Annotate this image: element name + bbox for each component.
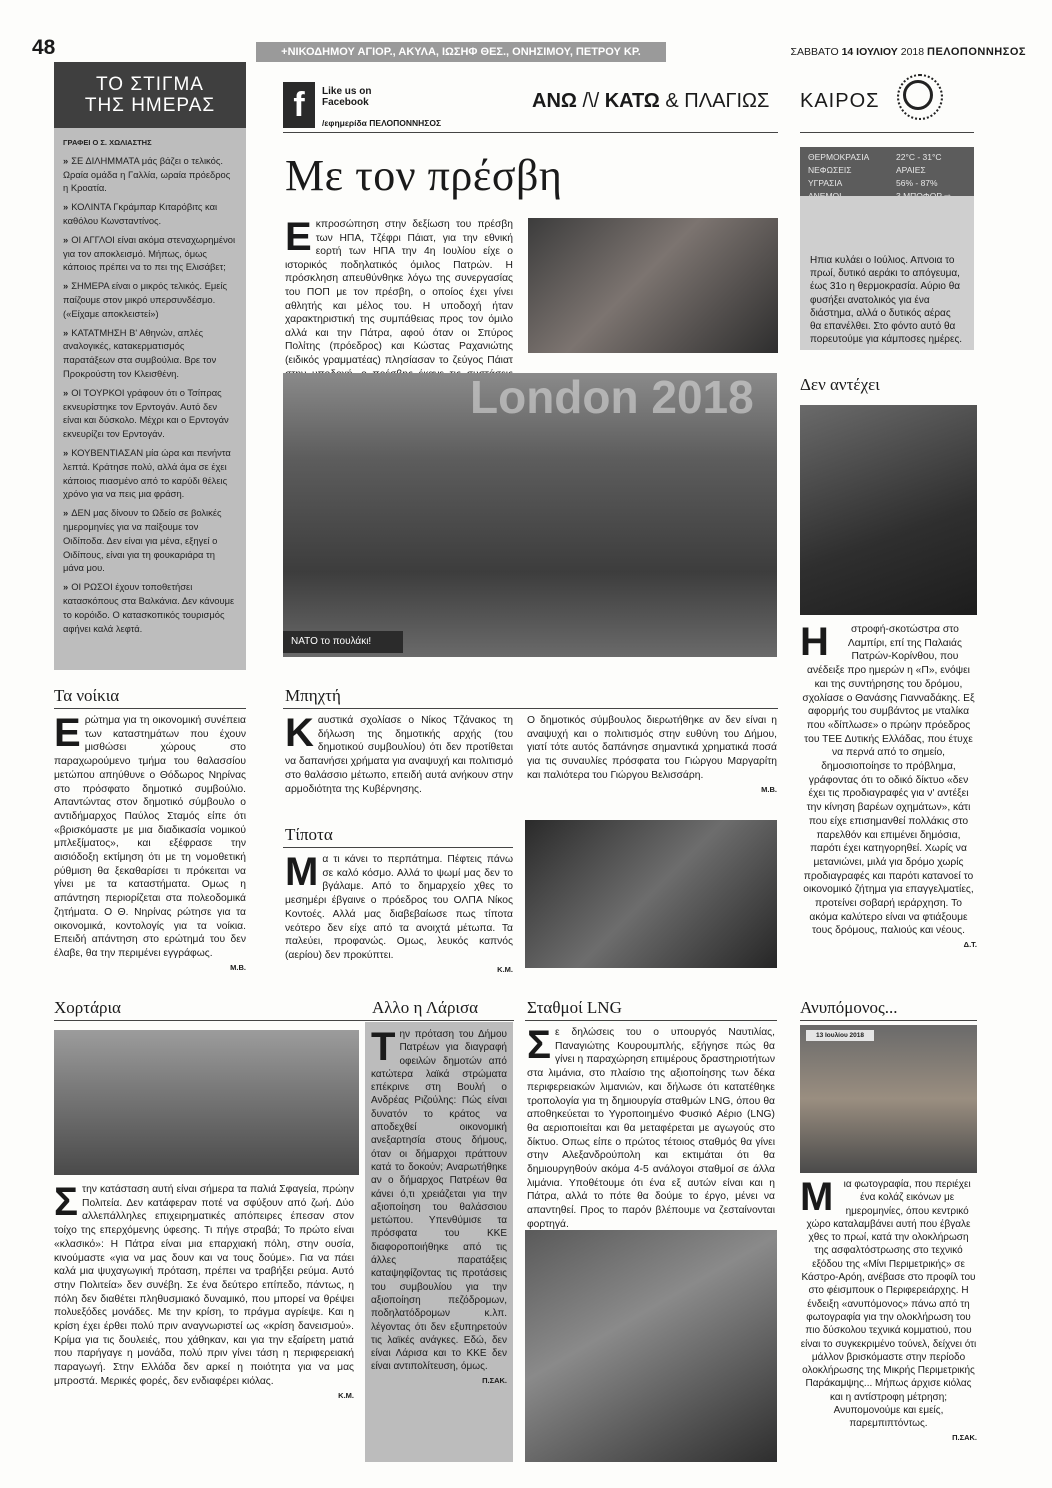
anypomonos-collage-photo <box>800 1025 977 1173</box>
bixti-title: Μπηχτή <box>285 686 341 705</box>
anypomonos-divider <box>800 1020 977 1021</box>
stigma-item <box>63 506 237 575</box>
stigma-item-text: ΚΑΤΑΤΜΗΣΗ Β' Αθηνών, απλές αναλογικές, κατακερματισμός παρατάξεων στα συμβούλια. Βρε τον Προκρούστη τον Κλεισθένη. <box>63 326 217 379</box>
stigma-author: ΓΡΑΦΕΙ Ο Σ. ΧΩΛΙΑΣΤΗΣ <box>63 138 152 147</box>
stigma-item-text: ΚΟΛΙΝΤΑ Γκράμπαρ Κιταρόβιτς και καθόλου Κωνσταντίνος. <box>63 201 218 226</box>
dateline <box>791 46 1026 58</box>
lng-divider <box>525 1020 777 1021</box>
weather-row <box>800 164 974 177</box>
noikia-text: ρώτημα για τη οικονομική συνέπεια των καταστημάτων που έχουν μισθώσει χώρους στο παραχωρούμενο τμήμα του θαλασσίου μετώπου απηύθυνε ο Θόδωρος Νηρίνας στο πρόσφατο δημοτικό συμβούλιο. Απαντώντας στον δημοτικό σύμβουλο ο αντιδήμαρχος Παύλος Σταμός είπε ότι «βρισκόμαστε με μια διαδικασία νομικού μπλεξίματος», και εξέφρασε την αισιόδοξη εκτίμηση ότι με τη νομοθετική ρύθμιση θα ξεκαθαρίσει τι πρόκειται να γίνει με τα καταστήματα. Ομως η απάντηση περιορίζεται στα πολεοδομικά ζητήματα. Ο Θ. Νηρίνας ρώτησε για τα οικονομικά, κοντολογίς για τα νοίκια. Επειδή απάντηση στο ερώτημά του δεν έλαβε, θα την περιμένει εγγράφως. <box>54 715 246 959</box>
noikia-dropcap: Ε <box>54 711 81 755</box>
stigma-item <box>63 446 237 501</box>
den-antexei-dropcap: Η <box>800 620 829 664</box>
stigma-item <box>63 200 237 228</box>
lng-article <box>527 1023 775 1245</box>
weather-value: 22°C - 31°C <box>896 152 942 162</box>
weather-divider <box>800 132 974 133</box>
lead-headline: Με τον πρέσβη <box>285 151 563 200</box>
hortaria-text: την κατάσταση αυτή είναι σήμερα τα παλιά Σφαγεία, πρώην Πολιτεία. Δεν κατάφεραν ποτέ να σφύξουν από ζωή. Δύο αλλεπάλληλες επιχειρηματικές απόπειρες έπεσαν στον τοίχο της επερχόμενης ύφεσης. Τι πήγε στραβά; Το πρώτο είναι «κλασικό»: Η Πάτρα είναι μια επαρχιακή πόλη, στην ουσία, κινούμαστε «για να μας δουν και να τους δούμε». Για να πάει καλά μια ψυχαγωγική πρόταση, πρέπει να τραβήξει ρεύμα. Αυτό στην Πολιτεία» δεν συνέβη. Σε ένα δεύτερο επίπεδο, πάντως, η πόλη δεν διαθέτει πληθυσμιακό δυναμικό, που μπορεί να θρέψει πολυεξόδες μονάδες. Με την κρίση, το πράγμα αγρίεψε. Και η κρίση έχει έρθει πολύ πριν αναγνωριστεί ως «κρίση δανεισμού». Κρίμα για τις δουλειές, που χάθηκαν, και για την εξαίρετη ματιά που παρήγαγε η μονάδα, πολύ πριν γίνει τάση η περιφερειακή παραγωγή. Στην Ελλάδα δεν αρκεί η ποιότητα για να μας μπροστά. Μερικές φορές, δεν ενδιαφέρει κιόλας. <box>54 1184 354 1387</box>
tipota-text: α τι κάνει το περπάτημα. Πέφτεις πάνω σε καλό κόσμο. Αλλά το ψωμί μας δεν το βγάλαμε. Από το δημαρχείο χθες το μεσημέρι έβγαινε ο πρόεδρος του ΟΛΠΑ Νίκος Κοντοές. Αλλά μας διαβεβαίωσε πως τίποτα νεότερο δεν είχε από τα ανοιχτά μέτωπα. Τα παλεύει, προφανώς. Ομως, λευκός καπνός (αερίου) δεν προκύπτει. <box>285 854 513 961</box>
larissa-dropcap: Τ <box>371 1025 396 1069</box>
stigma-item-text: ΟΙ ΑΓΓΛΟΙ είναι ακόμα στεναχωρημένοι για τον αποκλεισμό. Μήπως, όμως κάποιος πρέπει να το πει της Ελισάβετ; <box>63 233 236 273</box>
noikia-title: Τα νοίκια <box>54 686 120 705</box>
larissa-text: ην πρόταση του Δήμου Πατρέων για διαγραφή οφειλών δημοτών από κατώτερα λαϊκά στρώματα επέκρινε στη Βουλή ο Ανδρέας Ριζούλης: Πώς είναι δυνατόν το κράτος να αποδεχθεί οικονομική ανεξαρτησία στους δήμους, όταν οι δήμαρχοι πράττουν κατά το δοκούν; Αναρωτήθηκε αν ο δήμαρχος Πατρέων θα κάνει ό,τι χρειάζεται για την αξιοποίηση του θαλάσσιου μετώπου. Υπενθύμισε τα πρόσφατα του ΚΚΕ διαφοροποιήθηκε από τις άλλες παρατάξεις καταψηφίζοντας τις προτάσεις του συμβουλίου για την αξιοποίηση πεζόδρομων, ποδηλατόδρομων κ.λπ. λέγοντας ότι δεν εξυπηρετούν τις λαϊκές ανάγκες. Εδώ, δεν είναι Λάρισα και το ΚΚΕ δεν είναι αντιπολίτευση, όμως. <box>371 1029 507 1373</box>
stigma-item <box>63 154 237 195</box>
stigma-item <box>63 386 237 441</box>
facebook-line1: Like us on <box>322 86 372 97</box>
anypomonos-photo-date: 13 Ιουλίου 2018 <box>806 1030 874 1041</box>
larissa-article <box>371 1025 507 1387</box>
hortaria-article <box>54 1180 354 1402</box>
hortaria-signature: Κ.Μ. <box>338 1390 354 1400</box>
tipota-divider <box>283 847 513 848</box>
bixti-text2: Ο δημοτικός σύμβουλος διερωτήθηκε αν δεν είναι η αναψυχή και ο πολιτισμός στην ευθύνη του Δήμου, γιατί τότε αυτός δαπάνησε σημαντικά χρηματικά ποσά για τις συναυλίες πρόσφατα του Γιώργου Μαργαρίτη και παλιότερα του Γιώργου Βελισσάρη. <box>527 715 777 781</box>
bixti-article-part1 <box>285 711 513 796</box>
stigma-item-text: ΣΕ ΔΙΛΗΜΜΑΤΑ μάς βάζει ο τελικός. Ωραία ομάδα η Γαλλία, ωραία πρόεδρος η Κροατία. <box>63 154 231 194</box>
weather-label: ΘΕΡΜΟΚΡΑΣΙΑ <box>808 152 870 162</box>
column-title-ano: ΑΝΩ <box>532 90 577 112</box>
page-number: 48 <box>32 36 56 59</box>
den-antexei-article <box>800 620 977 952</box>
tipota-title: Τίποτα <box>285 825 333 844</box>
namedays-banner: +ΝΙΚΟΔΗΜΟΥ ΑΓΙΟΡ., ΑΚΥΛΑ, ΙΩΣΗΦ ΘΕΣ., ΟΝΗΣΙΜΟΥ, ΠΕΤΡΟΥ ΚΡ. <box>256 42 666 62</box>
lng-dropcap: Σ <box>527 1023 552 1067</box>
weather-title: ΚΑΙΡΟΣ <box>800 90 880 112</box>
weather-label: ΝΕΦΩΣΕΙΣ <box>808 165 852 175</box>
weather-value: ΑΡΑΙΕΣ <box>896 165 926 175</box>
top-divider <box>283 132 778 133</box>
stigma-item <box>63 580 237 635</box>
lng-text: ε δηλώσεις του ο υπουργός Ναυτιλίας, Παναγιώτης Κουρουμπλής, εξήγησε πώς θα γίνει η παραχώρηση επιμέρους δραστηριοτήτων στα λιμάνια, στο πλαίσιο της αξιοποίησης των δέκα περιφερειακών λιμανιών, και δήλωσε ότι κατατέθηκε τροπολογία για τη δημιουργία σταθμών LNG, όπου θα αποθηκεύεται το Υγροποιημένο Φυσικό Αέριο (LNG) θα αεριοποιείται και θα μεταφέρεται με αγωγούς στο δίκτυο. Οπως είπε ο πρώτος τέτοιος σταθμός θα γίνει στην Αλεξανδρούπολη και εκτιμάται ότι θα δημιουργηθούν ακόμα 4-5 ανάλογοι σταθμοί σε άλλα λιμάνια. Υποθέτουμε ότι ένα εξ αυτών είναι και η Πάτρα, αλλά το πότε θα δούμε το έργο, μένει να απαντηθεί. Προς το παρόν βλέπουμε να ζεσταίνονται φορτηγά. <box>527 1027 775 1230</box>
column-title <box>532 90 769 113</box>
weather-row <box>800 177 974 190</box>
bixti-dropcap: Κ <box>285 711 314 755</box>
ambassador-photo <box>528 218 778 353</box>
den-antexei-signature: Δ.Τ. <box>963 940 977 950</box>
weather-forecast: Ηπια κυλάει ο Ιούλιος. Απνοια το πρωί, δυτικό αεράκι το απόγευμα, έως 31ο η θερμοκρασία. Αύριο θα φυσήξει ανατολικός για ένα διάστημα, αλλά ο δυτικός αέρας θα επανέλθει. Στο φόντο αυτό θα πορευτούμε για κάμποσες ημέρες. <box>800 196 974 350</box>
den-antexei-text: στροφή-σκοτώστρα στο Λαμπίρι, επί της Παλαιάς Πατρών-Κορίνθου, που ανέδειξε προ ημερών η «Π», ενόψει και της συντήρησης του δρόμου, σχολίασε ο Θανάσης Γιανναδάκης. Εξ αφορμής του συμβάντος με νταλίκα που «δίπλωσε» ο πρώην πρόεδρος του ΤΕΕ Δυτικής Ελλάδας, που έτυχε να περνά από το σημείο, δημοσιοποίησε το πρόβλημα, γράφοντας ότι το οδικό δίκτυο «δεν έχει τις προδιαγραφές για ν' αντέξει την κίνηση βαρέων οχημάτων», κάτι που είχε επισημανθεί πολλάκις στο παρελθόν και επιμένει δημόσια, παρότι έχει κατηγορηθεί. Χωρίς να μετανιώνει, μιλά για δρόμο χωρίς προδιαγραφές και παρότι κατανοεί το οικονομικό ζήτημα για επαγγελματίες, προτείνει σοβαρή ιεράρχηση. Το ακόμα καλύτερο είναι να φτιάξουμε τους δρόμους, παλιούς και νέους. <box>802 624 975 937</box>
sun-icon <box>903 80 933 110</box>
column-title-sep: /\/ <box>582 90 600 112</box>
arrow-icon: » <box>63 154 69 166</box>
date-main: 14 ΙΟΥΛΙΟΥ <box>841 46 898 58</box>
noikia-article <box>54 711 246 974</box>
facebook-line2: Facebook <box>322 97 369 108</box>
arrow-icon: » <box>63 201 69 213</box>
summit-caption: ΝΑΤΟ το πουλάκι! <box>283 631 403 653</box>
facebook-icon[interactable]: f <box>283 82 315 128</box>
stigma-item-text: ΔΕΝ μας δίνουν το Ωδείο σε βολικές ημερομηνίες για να παίξουμε τον Οιδίποδα. Δεν είναι για μένα, εξηγεί ο Οιδίπους, είναι για τη φουκαριάρα τη μάνα μου. <box>63 507 222 574</box>
portrait-photo <box>800 405 977 615</box>
hortaria-title: Χορτάρια <box>54 998 121 1017</box>
stigma-title-line2: ΤΗΣ ΗΜΕΡΑΣ <box>84 95 216 116</box>
column-title-rest: & ΠΛΑΓΙΩΣ <box>665 90 770 112</box>
weather-value: 56% - 87% <box>896 178 938 188</box>
larissa-signature: Π.ΣΑΚ. <box>482 1375 507 1385</box>
larissa-title: Αλλο η Λάρισα <box>372 998 479 1017</box>
tipota-article <box>285 850 513 976</box>
anypomonos-article <box>800 1175 977 1444</box>
bixti-text1: αυστικά σχολίασε ο Νίκος Τζάνακος τη δήλωση της δημοτικής αρχής (του δημοτικού συμβουλίου) ότι δεν προτίθεται να δαπανήσει χρήματα για αναψυχή και πολιτισμό στο θαλάσσιο μέτωπο, επειδή αυτά ανήκουν στην αρμοδιότητα της Κυβέρνησης. <box>285 715 513 795</box>
stigma-title-line1: ΤΟ ΣΤΙΓΜΑ <box>96 74 204 95</box>
arrow-icon: » <box>63 326 69 338</box>
column-title-kato: ΚΑΤΩ <box>604 90 660 112</box>
tipota-photo <box>525 820 777 968</box>
stigma-title <box>54 62 246 128</box>
date-prefix: ΣΑΒΒΑΤΟ <box>790 46 839 58</box>
arrow-icon: » <box>63 581 69 593</box>
noikia-divider <box>54 708 246 709</box>
anypomonos-title: Ανυπόμονος... <box>800 998 898 1017</box>
tipota-signature: Κ.Μ. <box>497 964 513 974</box>
anypomonos-dropcap: Μ <box>800 1175 834 1219</box>
paper-name: ΠΕΛΟΠΟΝΝΗΣΟΣ <box>927 46 1026 58</box>
stigma-item-text: ΚΟΥΒΕΝΤΙΑΣΑΝ μία ώρα και πενήντα λεπτά. Κράτησε πολύ, αλλά άμα σε έχει κάποιος πιασμένο από το καρύδι θέλεις χρόνο για να πεις μια φράση. <box>63 446 231 500</box>
stigma-item-text: ΟΙ ΤΟΥΡΚΟΙ γράφουν ότι ο Τσίπρας εκνευρίστηκε τον Ερντογάν. Αυτό δεν είναι και δύσκολο. Μέχρι και ο Ερντογάν εκνευρίζει τον Ερντογάν. <box>63 386 229 440</box>
den-antexei-title: Δεν αντέχει <box>800 375 880 394</box>
arrow-icon: » <box>63 280 69 292</box>
tipota-dropcap: Μ <box>285 850 319 894</box>
lng-title: Σταθμοί LNG <box>527 998 622 1017</box>
anypomonos-text: ια φωτογραφία, που περιέχει ένα κολάζ εικόνων με ημερομηνίες, όπου κεντρικό χώρο καταλαμβάνει αυτή που έβγαλε χθες το πρωί, κατά την ολοκλήρωση της ασφαλτόστρωσης στο τεχνικό εξόδου της «Μίνι Περιμετρικής» σε Κάστρο-Αρόη, ανέβασε στο προφίλ του στο φέισμπουκ ο Περιφερειάρχης. Η ένδειξη «ανυπόμονος» πάνω από τη φωτογραφία για την ολοκλήρωση του πιο δύσκολου τεχνικά κομματιού, που είναι το συγκεκριμένο τούνελ, δείχνει ότι μάλλον βρισκόμαστε στην περίοδο ολοκλήρωσης της Μικρής Περιμετρικής Παράκαμψης... Μήπως άρχισε κιόλας και η αντίστροφη μέτρηση; Ανυπομονούμε και εμείς, παρεμπιπτόντως. <box>800 1179 977 1430</box>
bixti-article-part2 <box>527 714 777 796</box>
arrow-icon: » <box>63 233 69 245</box>
lng-photo <box>525 1230 777 1462</box>
stigma-items <box>63 154 237 636</box>
facebook-promo <box>322 86 371 108</box>
summit-banner: London 2018 <box>470 371 754 423</box>
hortaria-dropcap: Σ <box>54 1180 79 1224</box>
lead-dropcap: Ε <box>285 215 312 259</box>
arrow-icon: » <box>63 507 69 519</box>
bixti-signature: Μ.Β. <box>761 784 777 794</box>
hortaria-photo <box>54 1030 359 1175</box>
stigma-item-text: ΣΗΜΕΡΑ είναι ο μικρός τελικός. Εμείς παίζουμε στον μικρό υπερσυνδέσμο. («Είχαμε αποκλειστεί») <box>63 280 228 319</box>
stigma-item-text: ΟΙ ΡΩΣΟΙ έχουν τοποθετήσει κατασκόπους στα Βαλκάνια. Δεν κάνουμε το κορόιδο. Ο κατασκοπικός τουρισμός αφήνει καλά λεφτά. <box>63 581 235 634</box>
weather-row <box>800 151 974 164</box>
stigma-column <box>54 128 246 670</box>
stigma-item <box>63 279 237 320</box>
stigma-item <box>63 326 237 381</box>
arrow-icon: » <box>63 386 69 398</box>
lead-text: κπροσώπηση στην δεξίωση του πρέσβη των ΗΠΑ, Τζέφρι Πάιατ, για την εθνική εορτή των ΗΠΑ την 4η Ιουλίου είχε ο ιστορικός ποδηλατικός όμιλος Πατρών. Η πρόσκληση απευθύνθηκε λόγω της συνεργασίας του ΠΟΠ με τον πρέσβη, ο οποίος έχει γίνει αθλητής και μέλος του. Η υποδοχή ήταν χαρακτηριστική της συμπάθειας προς τον όμιλο αλλά και την Πάτρα, αφού όταν οι Σπύρος Πολίτης (πρόεδρος) και Κώστας Ραχανιώτης (ειδικός γραμματέας) πλησίασαν το ζεύγος Πάιατ <box>285 219 513 366</box>
hortaria-divider <box>54 1020 514 1021</box>
weather-label: ΥΓΡΑΣΙΑ <box>808 178 843 188</box>
anypomonos-signature: Π.ΣΑΚ. <box>952 1432 977 1442</box>
stigma-item <box>63 233 237 274</box>
arrow-icon: » <box>63 446 69 458</box>
facebook-page: /εφημερίδα ΠΕΛΟΠΟΝΝΗΣΟΣ <box>322 118 442 128</box>
bixti-divider <box>283 708 778 709</box>
date-year: 2018 <box>900 46 925 58</box>
noikia-signature: Μ.Β. <box>230 962 246 972</box>
